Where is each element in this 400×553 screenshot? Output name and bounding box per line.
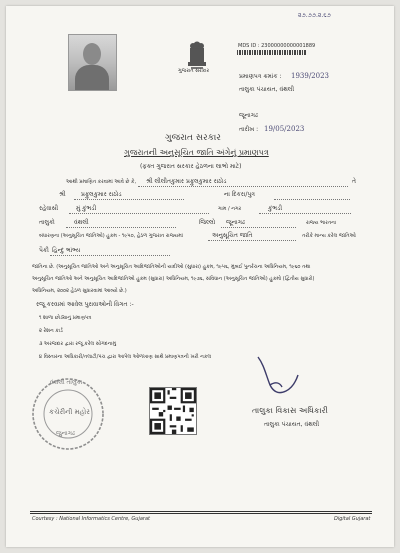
government-title: ગુજરાત સરકાર (165, 133, 221, 143)
village: કુંભડી (268, 205, 283, 212)
applicant-photo (68, 34, 117, 91)
cert-number-label: પ્રમાણપત્ર ક્રમાંક : (239, 73, 282, 80)
cert-number: 1939/2023 (291, 72, 329, 80)
line3-mid: ગામ / નગર (218, 206, 242, 212)
taluka: વંથલી (74, 219, 89, 226)
line1-suffix: તે (352, 178, 356, 185)
issue-date: 19/05/2023 (264, 125, 305, 133)
holder-name: શ્રી લીલીતકુમાર પ્રફુલકુમાર રાઠોડ (146, 178, 227, 185)
mds-id: MDS ID : 23000000000001889 (238, 43, 316, 49)
line3-prefix: રહેવાસી (39, 205, 59, 212)
paragraph-line-3: અધિનિયમ, ૨૦૦૨ હેઠળ સુધારવામાં આવ્યો છે.) (32, 288, 127, 294)
line5-prefix: બંધારણના (અનુસૂચિત જાતિઓ) હુકમ - ૧૯૫૦, હેઠળ ગુજરાત રાજ્યમાં (39, 233, 183, 239)
line4-prefix: તાલુકો (39, 219, 55, 226)
document-item: ૪ વિસ્તારના અધિકારી/તલાટી/પંચ દ્વારા આપેલ ઓળખાણ સાથે પ્રમાણપત્રની ખરી નકલ (39, 354, 212, 360)
district-label: જૂનાગઢ (239, 112, 258, 119)
district: જૂનાગઢ (226, 219, 245, 226)
line4-suffix: રાજ્ય ભારતના (306, 220, 337, 226)
caste-category: અનુસૂચિત જાતિ (212, 232, 253, 239)
line5-suffix: તરીકે માન્ય કરેલ જાતિઓ (302, 233, 356, 239)
stamp-inner-text: જુનાગઢ (56, 430, 75, 437)
line6-prefix: પૈકી (39, 247, 49, 254)
line2-prefix: શ્રી (59, 191, 66, 198)
signature-icon (252, 351, 302, 399)
paragraph-line-2: અનુસૂચિત જાતિઓ અને અનુસૂચિત આદિજાતિઓ હુકમ (સુધારા) અધિનિયમ, ૧૯૭૬, સંવિધાન (અનુસૂચિત જાતિઓ) હુકમો (દ્વિતીય સુધારો) (32, 276, 315, 282)
footer-rule (30, 513, 372, 514)
emblem-caption: ગુજરાત સરકાર (178, 68, 210, 74)
documents-title: રજૂ કરવામાં આવેલ પુરાવાઓની વિગત :- (36, 301, 134, 308)
certificate-page (6, 6, 394, 547)
paragraph-line-1: જાતિના છે. (અનુસૂચિત જાતિઓ અને અનુસૂચિત આદિજાતિઓની યાદીઓ (સુધારા) હુકમ, ૧૯૫૬, મુંબઈ પુનર્રચના અધિનિયમ, ૧૯૬૦ તથા (32, 264, 311, 270)
stamp-mid-text: કચેરીની મહોર (49, 408, 90, 416)
qr-code-icon (149, 387, 197, 435)
document-item: ૧ શાળા છોડ્યાનું પ્રમાણપત્ર (39, 315, 92, 321)
caste-name: હિન્દુ ભાંભ્ય (52, 247, 81, 254)
footer-courtesy: Courtesy : National Informatics Centre, Gujarat (32, 516, 150, 522)
line2-mid: ના દિકરા/પુત્ર (224, 191, 255, 198)
officer-office: તાલુકા પંચાયત, વંથલી (264, 421, 320, 428)
certificate-title: ગુજરાતની અનુસૂચિત જાતિ અંગેનું પ્રમાણપત્ર (124, 148, 269, 157)
footer-rule (30, 511, 372, 512)
office-line: તાલુકા પંચાયત, વંથલી (239, 86, 295, 93)
stamp-outer-text: વંથલી તાલુકા (50, 379, 83, 386)
certificate-subtitle: (ફક્ત ગુજરાત સરકાર હેઠળના લાભો માટે) (140, 163, 242, 170)
document-item: ૩ અરજદાર દ્વારા રજૂ કરેલ સોગંદનામું (39, 341, 117, 347)
line4-mid: જિલ્લો (199, 219, 216, 226)
top-handwritten-note: ૨૭.૭૭.૨.૬૭ (298, 12, 331, 19)
officer-title: તાલુકા વિકાસ અધિકારી (252, 406, 328, 415)
footer-brand: Digital Gujarat (334, 516, 371, 522)
document-item: ૨ રેશન કાર્ડ (39, 328, 63, 334)
residence: મું કુંભડી (76, 205, 97, 212)
father-name: પ્રફુલકુમાર રાઠોડ (81, 191, 122, 198)
line1-prefix: આથી પ્રમાણિત કરવામાં આવે છે કે, (66, 179, 137, 185)
barcode-icon (237, 50, 307, 55)
date-label: તારીખ : (239, 126, 259, 133)
